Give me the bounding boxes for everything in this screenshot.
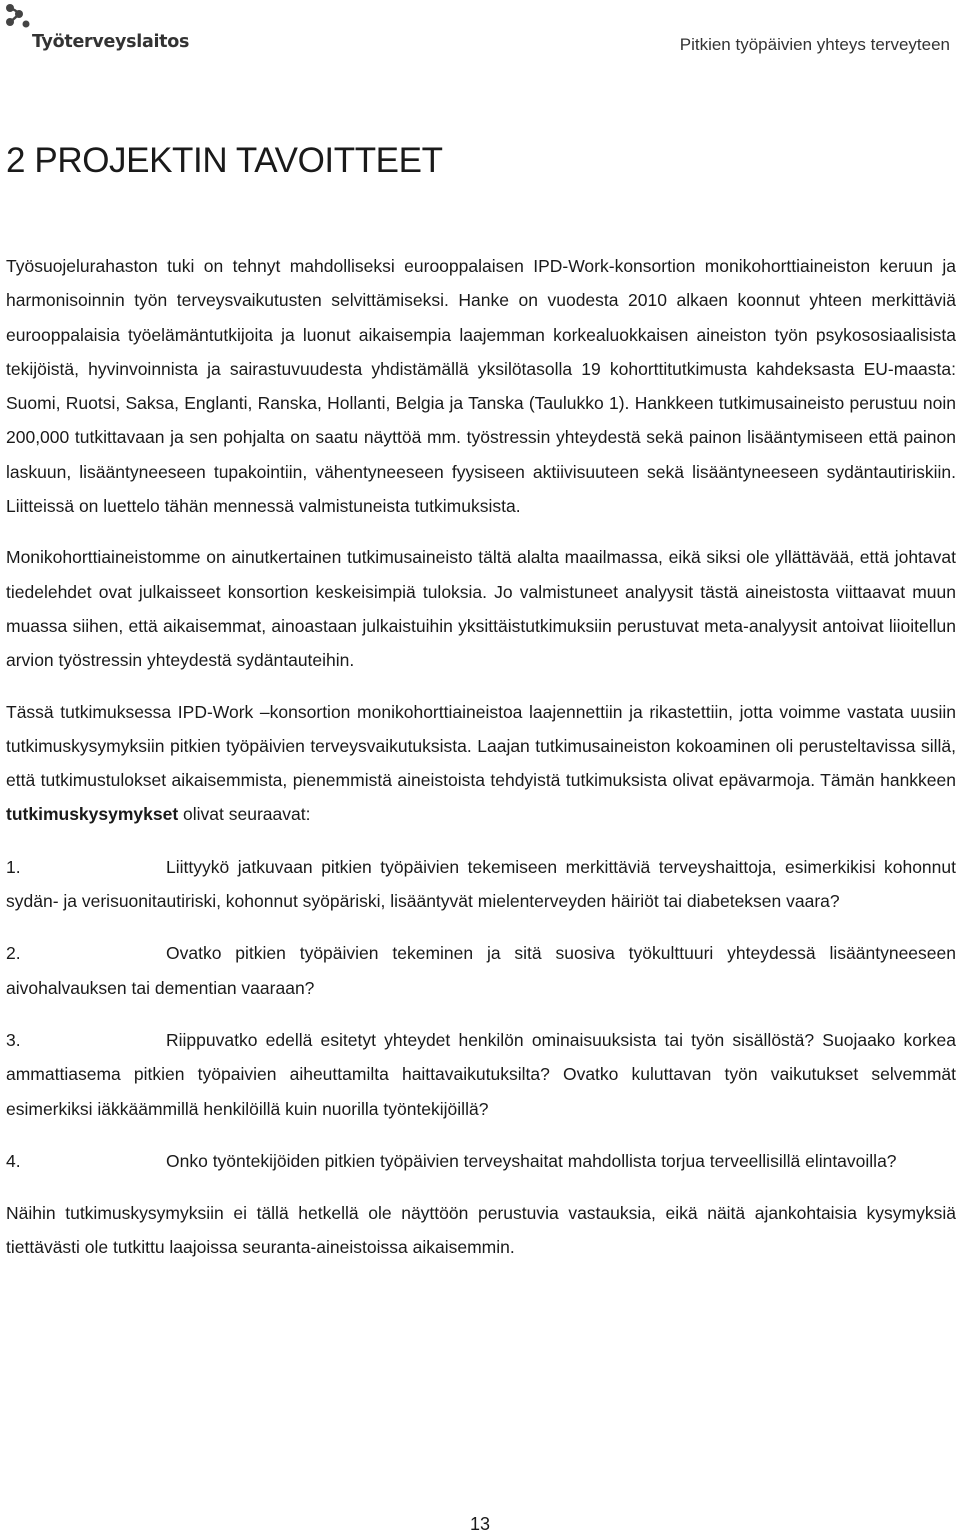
- page-content: [6, 134, 956, 1283]
- page-header: [0, 0, 960, 70]
- research-question-2: [6, 936, 956, 1005]
- question-text: Onko työntekijöiden pitkien työpäivien terveyshaitat mahdollista torjua terveellisillä elintavoilla?: [166, 1150, 897, 1171]
- paragraph-intro: Työsuojelurahaston tuki on tehnyt mahdolliseksi eurooppalaisen IPD-Work-konsortion monikohorttiaineiston keruun ja harmonisoinnin työn terveysvaikutusten selvittämiseksi. Hanke on vuodesta 2010 alkaen koonnut yhteen merkittäviä eurooppalaisia työelämäntutkijoita ja luonut aikaisempia laajemman korkealuokkaisen aineiston työn psykososiaalisista tekijöistä, hyvinvoinnista ja sairastuvuudesta yhdistämällä yksilötasolla 19 kohorttitutkimusta kahdeksasta EU-maasta: Suomi, Ruotsi, Saksa, Englanti, Ranska, Hollanti, Belgia ja Tanska (Taulukko 1). Hankkeen tutkimusaineisto perustuu noin 200,000 tutkittavaan ja sen pohjalta on saatu näyttöä mm. työstressin yhteydestä sekä painon lisääntymiseen että painon laskuun, lisääntyneeseen tupakointiin, vähentyneeseen fyysiseen aktiivisuuteen sekä lisääntyneeseen sydäntautiriskiin. Liitteissä on luettelo tähän mennessä valmistuneista tutkimuksista.: [6, 256, 956, 517]
- question-number: 3.: [6, 1029, 21, 1050]
- logo-text: Työterveyslaitos: [32, 32, 190, 52]
- running-title: Pitkien työpäivien yhteys terveyteen: [679, 35, 950, 54]
- paragraph-research-aims-bold: tutkimuskysymykset: [6, 804, 179, 825]
- question-text: Ovatko pitkien työpäivien tekeminen ja sitä suosiva työkulttuuri yhteydessä lisääntyneeseen aivohalvauksen tai dementian vaaraan?: [6, 943, 956, 998]
- question-number: 4.: [6, 1150, 21, 1171]
- section-heading: 2 PROJEKTIN TAVOITTEET: [6, 141, 443, 180]
- paragraph-research-aims-text: Tässä tutkimuksessa IPD-Work –konsortion monikohorttiaineistoa laajennettiin ja rikastettiin, jotta voimme vastata uusiin tutkimuskysymyksiin pitkien työpäivien terveysvaikutuksista. Laajan tutkimusaineiston kokoaminen oli perusteltavissa sillä, että tutkimustulokset aikaisemmista, pienemmistä aineistoista tehdyistä tutkimuksista olivat epävarmoja. Tämän hankkeen: [6, 701, 956, 791]
- question-text: Riippuvatko edellä esitetyt yhteydet henkilön ominaisuuksista tai työn sisällöstä? Suojaako korkea ammattiasema pitkien työpaivien aiheuttamilta haittavaikutuksilta? Ovatko kuluttavan työn vaikutukset selvemmät esimerkiksi iäkkäämmillä henkilöillä kuin nuorilla työntekijöillä?: [6, 1029, 956, 1119]
- research-question-1: [6, 850, 956, 919]
- page-number: 13: [469, 1514, 491, 1534]
- paragraph-research-aims: [6, 695, 956, 832]
- research-question-4: [6, 1144, 956, 1178]
- paragraph-unique-dataset: Monikohorttiaineistomme on ainutkertainen tutkimusaineisto tältä alalta maailmassa, eikä siksi ole yllättävää, että johtavat tiedelehdet ovat julkaisseet konsortion keskeisimpiä tuloksia. Jo valmistuneet analyysit tästä aineistosta viittaavat muun muassa siihen, että aikaisemmat, ainoastaan julkaistuihin yksittäistutkimuksiin perustuvat meta-analyysit antoivat liioitellun arvion työstressin yhteydestä sydäntauteihin.: [6, 547, 956, 671]
- logo-mark-icon: [2, 2, 42, 32]
- question-number: 1.: [6, 856, 21, 877]
- question-text: Liittyykö jatkuvaan pitkien työpäivien tekemiseen merkittäviä terveyshaittoja, esimerkikisi kohonnut sydän- ja verisuonitautiriski, kohonnut syöpäriski, lisääntyvät mielenterveyden häiriöt tai diabeteksen vaara?: [6, 856, 956, 912]
- paragraph-research-aims-tail: olivat seuraavat:: [178, 804, 311, 825]
- logo: [2, 2, 202, 62]
- paragraph-conclusion: Näihin tutkimuskysymyksiin ei tällä hetkellä ole näyttöön perustuvia vastauksia, eikä näitä ajankohtaisia kysymyksiä tiettävästi ole tutkittu laajoissa seuranta-aineistoissa aikaisemmin.: [6, 1203, 956, 1258]
- question-number: 2.: [6, 943, 21, 964]
- research-question-3: [6, 1023, 956, 1126]
